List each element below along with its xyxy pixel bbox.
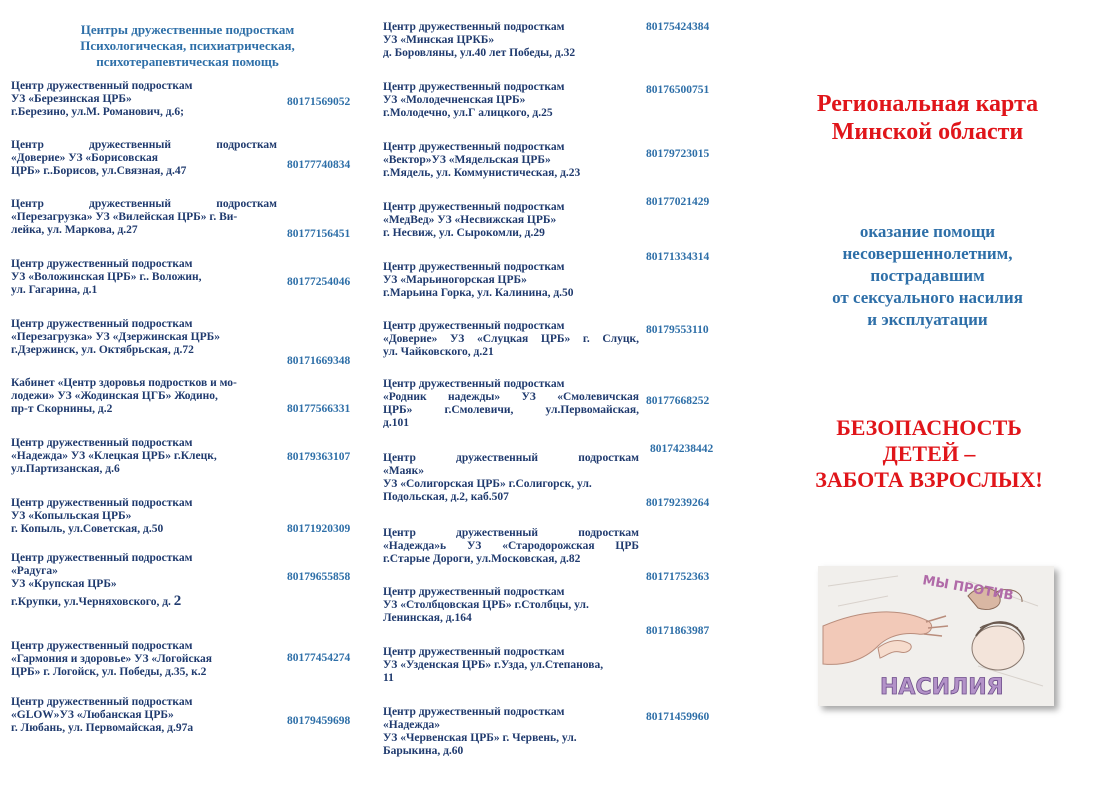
- center-entry-molodechno: [383, 81, 639, 120]
- entry-line: Центр дружественный подросткам: [11, 696, 193, 708]
- heading-line-2: Психологическая, психиатрическая,: [80, 38, 295, 53]
- entry-line: УЗ «Минская ЦРКБ»: [383, 34, 495, 46]
- entry-line: ул. Гагарина, д.1: [11, 284, 98, 296]
- illustration-image: [818, 566, 1054, 706]
- entry-line: Центр дружественный подросткам: [383, 261, 565, 273]
- entry-line: д.101: [383, 417, 409, 429]
- center-entry-borisov: [11, 139, 277, 178]
- center-entry-uzda: [383, 646, 639, 685]
- entry-line: Барыкина, д.60: [383, 745, 464, 757]
- entry-line: лейка, ул. Маркова, д.27: [11, 224, 138, 236]
- entry-line: «Родник надежды» УЗ «Смолевичская: [383, 391, 639, 403]
- entry-line: лодежи» УЗ «Жодинская ЦГБ» Жодино,: [11, 390, 218, 402]
- entry-line: «Надежда»: [383, 719, 441, 731]
- house-number: 2: [173, 593, 182, 609]
- entry-line: г. Несвиж, ул. Сырокомли, д.29: [383, 227, 545, 239]
- center-entry-smolevichi: [383, 378, 639, 430]
- entry-line: г.Молодечно, ул.Г алицкого, д.25: [383, 107, 553, 119]
- title-line-1: Региональная карта: [816, 91, 1039, 117]
- phone-number: 80179239264: [646, 497, 710, 509]
- entry-line: УЗ «Крупская ЦРБ»: [11, 578, 117, 590]
- phone-number: 80176500751: [646, 84, 710, 96]
- entry-line: «Вектор»УЗ «Мядельская ЦРБ»: [383, 154, 551, 166]
- entry-line: Центр дружественный подросткам: [383, 646, 565, 658]
- entry-line: Кабинет «Центр здоровья подростков и мо-: [11, 377, 237, 389]
- entry-line: ул. Чайковского, д.21: [383, 346, 494, 358]
- phone-number: 80179459698: [287, 715, 351, 727]
- address-text: г.Крупки, ул.Черняховского, д.: [11, 596, 171, 608]
- entry-line: «Доверие» УЗ «Слуцкая ЦРБ» г. Слуцк,: [383, 333, 639, 345]
- entry-line: г. Любань, ул. Первомайская, д.97а: [11, 722, 194, 734]
- phone-number: 80171669348: [287, 355, 351, 367]
- entry-line: УЗ «Березинская ЦРБ»: [11, 93, 132, 105]
- phone-number: 80171920309: [287, 523, 351, 535]
- heading-line-1: Центры дружественные подросткам: [80, 22, 295, 37]
- center-entry-zhodino: [11, 377, 277, 416]
- center-entry-nesvizh: [383, 201, 639, 240]
- picture-caption-bottom: НАСИЛИЯ: [880, 675, 1004, 700]
- phone-number: 80171459960: [646, 711, 710, 723]
- phone-number: 80179723015: [646, 148, 710, 160]
- brochure-title: [770, 90, 1085, 146]
- entry-line: Центр дружественный подросткам: [11, 640, 193, 652]
- phone-number: 80179655858: [287, 571, 351, 583]
- center-entry-maryina-gorka: [383, 261, 639, 300]
- entry-line: Подольская, д.2, каб.507: [383, 491, 509, 503]
- entry-line: д. Боровляны, ул.40 лет Победы, д.32: [383, 47, 576, 59]
- center-entry-kopyl: [11, 497, 277, 536]
- entry-line: г.Мядель, ул. Коммунистическая, д.23: [383, 167, 581, 179]
- center-entry-berezino: [11, 80, 277, 119]
- entry-line: «GLOW»УЗ «Любанская ЦРБ»: [11, 709, 174, 721]
- entry-line: Центр дружественный подросткам: [383, 21, 565, 33]
- entry-line: Центр дружественный подросткам: [383, 706, 565, 718]
- entry-line: Центр дружественный подросткам: [383, 452, 639, 464]
- phone-number: 80171569052: [287, 96, 351, 108]
- entry-line: 11: [383, 672, 394, 684]
- phone-number: 80175424384: [646, 21, 710, 33]
- entry-line: Центр дружественный подросткам: [11, 80, 193, 92]
- phone-number: 80177156451: [287, 228, 351, 240]
- center-entry-slutsk: [383, 320, 639, 359]
- entry-line: г.Старые Дороги, ул.Московская, д.82: [383, 553, 581, 565]
- entry-line: «Маяк»: [383, 465, 424, 477]
- entry-line: «Радуга»: [11, 565, 58, 577]
- entry-line: Центр дружественный подросткам: [383, 81, 565, 93]
- slogan-line: БЕЗОПАСНОСТЬ: [836, 415, 1022, 440]
- entry-line: Центр дружественный подросткам: [383, 527, 639, 539]
- subtitle-line: и эксплуатации: [867, 310, 988, 329]
- entry-line: «МедВед» УЗ «Несвижская ЦРБ»: [383, 214, 557, 226]
- phone-number: 80171334314: [646, 251, 710, 263]
- slogan-line: ДЕТЕЙ –: [882, 441, 976, 466]
- center-entry-minsk: [383, 21, 639, 60]
- center-entry-vileyka: [11, 198, 277, 237]
- entry-line: Центр дружественный подросткам: [11, 497, 193, 509]
- entry-line: Центр дружественный подросткам: [383, 141, 565, 153]
- entry-line: Центр дружественный подросткам: [383, 378, 565, 390]
- center-entry-krupki: [11, 552, 277, 609]
- section-heading: [10, 22, 365, 70]
- subtitle-line: пострадавшим: [870, 266, 985, 285]
- entry-line: УЗ «Молодечненская ЦРБ»: [383, 94, 526, 106]
- entry-line: пр-т Скорнины, д.2: [11, 403, 113, 415]
- phone-number: 80177566331: [287, 403, 351, 415]
- entry-line: Центр дружественный подросткам: [11, 552, 193, 564]
- illustration-drawing: [818, 566, 1054, 706]
- entry-line: УЗ «Воложинская ЦРБ» г.. Воложин,: [11, 271, 202, 283]
- entry-line: Ленинская, д.164: [383, 612, 472, 624]
- entry-line: УЗ «Копыльская ЦРБ»: [11, 510, 132, 522]
- phone-number: 80171863987: [646, 625, 710, 637]
- center-entry-soligorsk: [383, 452, 639, 504]
- entry-line: ул.Партизанская, д.6: [11, 463, 120, 475]
- slogan-line: ЗАБОТА ВЗРОСЛЫХ!: [815, 467, 1043, 492]
- slogan: [770, 415, 1088, 493]
- entry-line: г.Дзержинск, ул. Октябрьская, д.72: [11, 344, 194, 356]
- entry-line: «Перезагрузка» УЗ «Вилейская ЦРБ» г. Ви-: [11, 211, 238, 223]
- phone-number: 80177454274: [287, 652, 351, 664]
- subtitle-line: от сексуального насилия: [832, 288, 1023, 307]
- entry-line: ЦРБ» г.Смолевичи, ул.Первомайская,: [383, 404, 639, 416]
- center-entry-dzerzhinsk: [11, 318, 277, 357]
- center-entry-cherven: [383, 706, 639, 758]
- subtitle-line: несовершеннолетним,: [842, 244, 1013, 263]
- center-entry-starye-dorogi: [383, 527, 639, 566]
- center-entry-myadel: [383, 141, 639, 180]
- entry-line: УЗ «Солигорская ЦРБ» г.Солигорск, ул.: [383, 478, 592, 490]
- phone-number: 80171752363: [646, 571, 710, 583]
- center-entry-volozhin: [11, 258, 277, 297]
- entry-line: Центр дружественный подросткам: [383, 586, 565, 598]
- entry-line: [11, 595, 277, 609]
- brochure-subtitle: [800, 221, 1055, 331]
- entry-line: УЗ «Узденская ЦРБ» г.Узда, ул.Степанова,: [383, 659, 604, 671]
- phone-number: 80177668252: [646, 395, 710, 407]
- phone-number: 80177254046: [287, 276, 351, 288]
- center-entry-logoysk: [11, 640, 277, 679]
- entry-line: «Надежда»ь УЗ «Стародорожская ЦРБ: [383, 540, 639, 552]
- entry-line: УЗ «Червенская ЦРБ» г. Червень, ул.: [383, 732, 577, 744]
- entry-line: ЦРБ» г. Логойск, ул. Победы, д.35, к.2: [11, 666, 207, 678]
- phone-number: 80179363107: [287, 451, 351, 463]
- entry-line: г.Марьина Горка, ул. Калинина, д.50: [383, 287, 574, 299]
- phone-number: 80177740834: [287, 159, 351, 171]
- phone-number: 80179553110: [646, 324, 709, 336]
- entry-line: Центр дружественный подросткам: [11, 318, 193, 330]
- entry-line: Центр дружественный подросткам: [383, 320, 565, 332]
- entry-line: г. Копыль, ул.Советская, д.50: [11, 523, 164, 535]
- picture-caption-top: МЫ ПРОТИВ: [921, 573, 1015, 604]
- entry-line: УЗ «Столбцовская ЦРБ» г.Столбцы, ул.: [383, 599, 589, 611]
- center-entry-luban: [11, 696, 277, 735]
- phone-number: 80174238442: [650, 443, 714, 455]
- center-entry-kletsk: [11, 437, 277, 476]
- entry-line: Центр дружественный подросткам: [11, 258, 193, 270]
- subtitle-line: оказание помощи: [859, 222, 996, 241]
- entry-line: «Гармония и здоровье» УЗ «Логойская: [11, 653, 213, 665]
- entry-line: Центр дружественный подросткам: [11, 437, 193, 449]
- entry-line: «Доверие» УЗ «Борисовская: [11, 152, 158, 164]
- entry-line: Центр дружественный подросткам: [11, 139, 277, 151]
- entry-line: г.Березино, ул.М. Романович, д.6;: [11, 106, 184, 118]
- entry-line: УЗ «Марьиногорская ЦРБ»: [383, 274, 527, 286]
- entry-line: «Надежда» УЗ «Клецкая ЦРБ» г.Клецк,: [11, 450, 217, 462]
- entry-line: ЦРБ» г..Борисов, ул.Связная, д.47: [11, 165, 187, 177]
- phone-number: 80177021429: [646, 196, 710, 208]
- title-line-2: Минской области: [831, 119, 1024, 145]
- entry-line: Центр дружественный подросткам: [11, 198, 277, 210]
- entry-line: Центр дружественный подросткам: [383, 201, 565, 213]
- entry-line: «Перезагрузка» УЗ «Дзержинская ЦРБ»: [11, 331, 220, 343]
- heading-line-3: психотерапевтическая помощь: [96, 54, 279, 69]
- center-entry-stolbtsy: [383, 586, 639, 625]
